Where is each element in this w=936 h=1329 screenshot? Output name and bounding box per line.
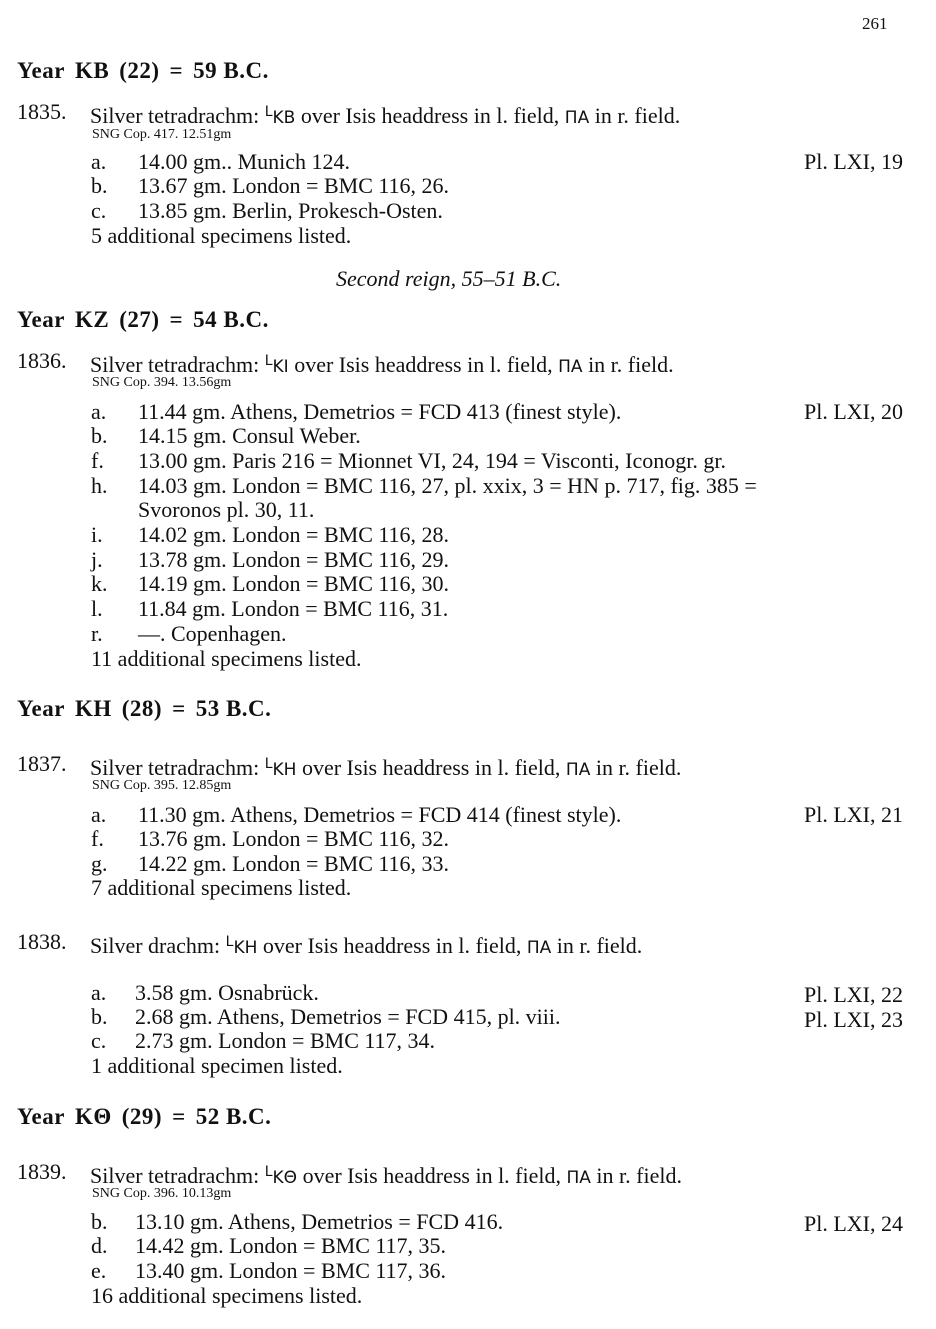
desc-end: in r. field. xyxy=(595,755,682,780)
desc-end: in r. field. xyxy=(588,352,674,377)
specimen-letter: c. xyxy=(91,198,107,223)
reference: SNG Cop. 394. 13.56gm xyxy=(92,375,232,390)
right-field-legend: ΠA xyxy=(566,1168,591,1188)
specimen-text: 13.85 gm. Berlin, Prokesch-Osten. xyxy=(138,198,443,223)
specimen-letter: b. xyxy=(91,1004,108,1029)
specimen-letter: a. xyxy=(91,802,107,827)
reign-subtitle: Second reign, 55–51 B.C. xyxy=(336,266,562,291)
desc-mid: over Isis headdress in l. field, xyxy=(301,755,561,780)
specimen-text: 13.67 gm. London = BMC 116, 26. xyxy=(138,173,450,198)
specimen-text: 11.84 gm. London = BMC 116, 31. xyxy=(138,596,449,621)
additional-specimens: 11 additional specimens listed. xyxy=(91,646,362,671)
left-field-legend xyxy=(264,353,289,377)
coin-type: Silver tetradrachm: xyxy=(90,103,260,128)
specimen-letter: k. xyxy=(91,571,108,596)
year-symbol: L xyxy=(264,756,273,772)
specimen-letter: r. xyxy=(91,621,103,646)
specimen-letter: b. xyxy=(91,1209,108,1234)
entry-number: 1839. xyxy=(17,1159,67,1184)
plate-reference: Pl. LXI, 21 xyxy=(804,802,903,827)
heading-year-number: (27) xyxy=(119,307,160,332)
specimen-text: 2.73 gm. London = BMC 117, 34. xyxy=(135,1028,436,1053)
entry-number: 1835. xyxy=(17,99,67,124)
entry-description xyxy=(90,930,642,960)
plate-reference: Pl. LXI, 22 xyxy=(804,982,903,1007)
legend-text: KH xyxy=(233,938,258,958)
desc-mid: over Isis headdress in l. field, xyxy=(294,352,553,377)
specimen-text: 14.42 gm. London = BMC 117, 35. xyxy=(135,1233,447,1258)
coin-type: Silver tetradrachm: xyxy=(90,755,260,780)
specimen-text: 11.44 gm. Athens, Demetrios = FCD 413 (finest style). xyxy=(138,399,622,424)
specimen-text: —. Copenhagen. xyxy=(138,621,287,646)
coin-type: Silver tetradrachm: xyxy=(90,1163,260,1188)
heading-date: 53 B.C. xyxy=(195,696,272,721)
coin-type: Silver tetradrachm: xyxy=(90,352,260,377)
specimen-text-continued: Svoronos pl. 30, 11. xyxy=(138,497,315,522)
year-heading xyxy=(17,696,271,722)
heading-equals: = xyxy=(172,1104,186,1129)
heading-equals: = xyxy=(172,696,186,721)
specimen-letter: g. xyxy=(91,851,108,876)
year-heading xyxy=(17,307,269,333)
entry-number: 1837. xyxy=(17,751,67,776)
desc-end: in r. field. xyxy=(594,103,681,128)
specimen-letter: c. xyxy=(91,1028,107,1053)
plate-reference: Pl. LXI, 19 xyxy=(804,149,903,174)
specimen-text: 11.30 gm. Athens, Demetrios = FCD 414 (finest style). xyxy=(138,802,622,827)
heading-greek-year: KH xyxy=(74,696,112,721)
specimen-text: 13.40 gm. London = BMC 117, 36. xyxy=(135,1258,447,1283)
specimen-text: 14.03 gm. London = BMC 116, 27, pl. xxix, 3 = HN p. 717, fig. 385 = xyxy=(138,473,757,498)
specimen-letter: j. xyxy=(91,547,103,572)
specimen-text: 13.76 gm. London = BMC 116, 32. xyxy=(138,826,450,851)
heading-date: 59 B.C. xyxy=(193,58,269,83)
heading-equals: = xyxy=(169,307,184,332)
specimen-text: 13.00 gm. Paris 216 = Mionnet VI, 24, 194 = Visconti, Iconogr. gr. xyxy=(138,448,726,473)
plate-reference: Pl. LXI, 24 xyxy=(804,1211,903,1236)
desc-mid: over Isis headdress in l. field, xyxy=(302,1163,561,1188)
left-field-legend xyxy=(264,104,296,128)
desc-end: in r. field. xyxy=(556,933,643,958)
additional-specimens: 1 additional specimen listed. xyxy=(91,1053,343,1078)
specimen-letter: h. xyxy=(91,473,108,498)
legend-text: KΘ xyxy=(272,1168,298,1188)
specimen-text: 13.10 gm. Athens, Demetrios = FCD 416. xyxy=(135,1209,504,1234)
plate-reference: Pl. LXI, 20 xyxy=(804,399,903,424)
specimen-letter: l. xyxy=(91,596,103,621)
heading-date: 54 B.C. xyxy=(193,307,269,332)
specimen-text: 3.58 gm. Osnabrück. xyxy=(135,980,319,1005)
year-symbol: L xyxy=(264,353,273,369)
plate-reference: Pl. LXI, 23 xyxy=(804,1007,903,1032)
specimen-letter: i. xyxy=(91,522,103,547)
reference: SNG Cop. 395. 12.85gm xyxy=(92,778,232,793)
coin-type: Silver drachm: xyxy=(90,933,221,958)
year-heading xyxy=(17,1104,271,1130)
specimen-letter: d. xyxy=(91,1233,108,1258)
heading-equals: = xyxy=(169,58,184,83)
year-symbol: L xyxy=(225,934,234,950)
heading-year-label: Year xyxy=(17,58,65,83)
right-field-legend: ΠA xyxy=(565,760,591,780)
heading-year-label: Year xyxy=(17,696,65,721)
heading-date: 52 B.C. xyxy=(195,1104,272,1129)
heading-year-label: Year xyxy=(17,307,65,332)
specimen-text: 14.00 gm.. Munich 124. xyxy=(138,149,351,174)
entry-description xyxy=(90,100,680,130)
desc-end: in r. field. xyxy=(596,1163,682,1188)
specimen-text: 14.22 gm. London = BMC 116, 33. xyxy=(138,851,450,876)
legend-text: KH xyxy=(272,760,297,780)
heading-greek-year: KB xyxy=(74,58,110,83)
specimen-letter: e. xyxy=(91,1258,107,1283)
heading-year-number: (29) xyxy=(121,1104,163,1129)
specimen-letter: f. xyxy=(91,826,104,851)
year-symbol: L xyxy=(264,104,273,120)
desc-mid: over Isis headdress in l. field, xyxy=(300,103,560,128)
right-field-legend: ΠA xyxy=(558,357,583,377)
heading-year-number: (22) xyxy=(119,58,160,83)
left-field-legend xyxy=(264,1164,298,1188)
heading-year-label: Year xyxy=(17,1104,65,1129)
specimen-text: 14.19 gm. London = BMC 116, 30. xyxy=(138,571,450,596)
desc-mid: over Isis headdress in l. field, xyxy=(262,933,522,958)
heading-greek-year: KΘ xyxy=(74,1104,112,1129)
heading-year-number: (28) xyxy=(121,696,163,721)
additional-specimens: 5 additional specimens listed. xyxy=(91,223,352,248)
additional-specimens: 7 additional specimens listed. xyxy=(91,875,352,900)
specimen-text: 13.78 gm. London = BMC 116, 29. xyxy=(138,547,450,572)
legend-text: KI xyxy=(272,357,289,377)
specimen-letter: b. xyxy=(91,423,108,448)
left-field-legend xyxy=(225,934,258,958)
specimen-letter: b. xyxy=(91,173,108,198)
specimen-letter: a. xyxy=(91,149,107,174)
specimen-letter: a. xyxy=(91,980,107,1005)
page-number: 261 xyxy=(862,14,888,33)
year-heading xyxy=(17,58,269,84)
heading-greek-year: KZ xyxy=(74,307,110,332)
specimen-text: 14.15 gm. Consul Weber. xyxy=(138,423,361,448)
additional-specimens: 16 additional specimens listed. xyxy=(91,1283,363,1308)
year-symbol: L xyxy=(264,1164,273,1180)
reference: SNG Cop. 417. 12.51gm xyxy=(92,127,232,142)
right-field-legend: ΠA xyxy=(526,938,552,958)
specimen-text: 14.02 gm. London = BMC 116, 28. xyxy=(138,522,450,547)
legend-text: KB xyxy=(272,108,296,128)
entry-number: 1838. xyxy=(17,929,67,954)
specimen-letter: a. xyxy=(91,399,107,424)
reference: SNG Cop. 396. 10.13gm xyxy=(92,1186,232,1201)
entry-number: 1836. xyxy=(17,348,67,373)
left-field-legend xyxy=(264,756,297,780)
specimen-letter: f. xyxy=(91,448,104,473)
right-field-legend: ΠA xyxy=(564,108,590,128)
specimen-text: 2.68 gm. Athens, Demetrios = FCD 415, pl. viii. xyxy=(135,1004,561,1029)
